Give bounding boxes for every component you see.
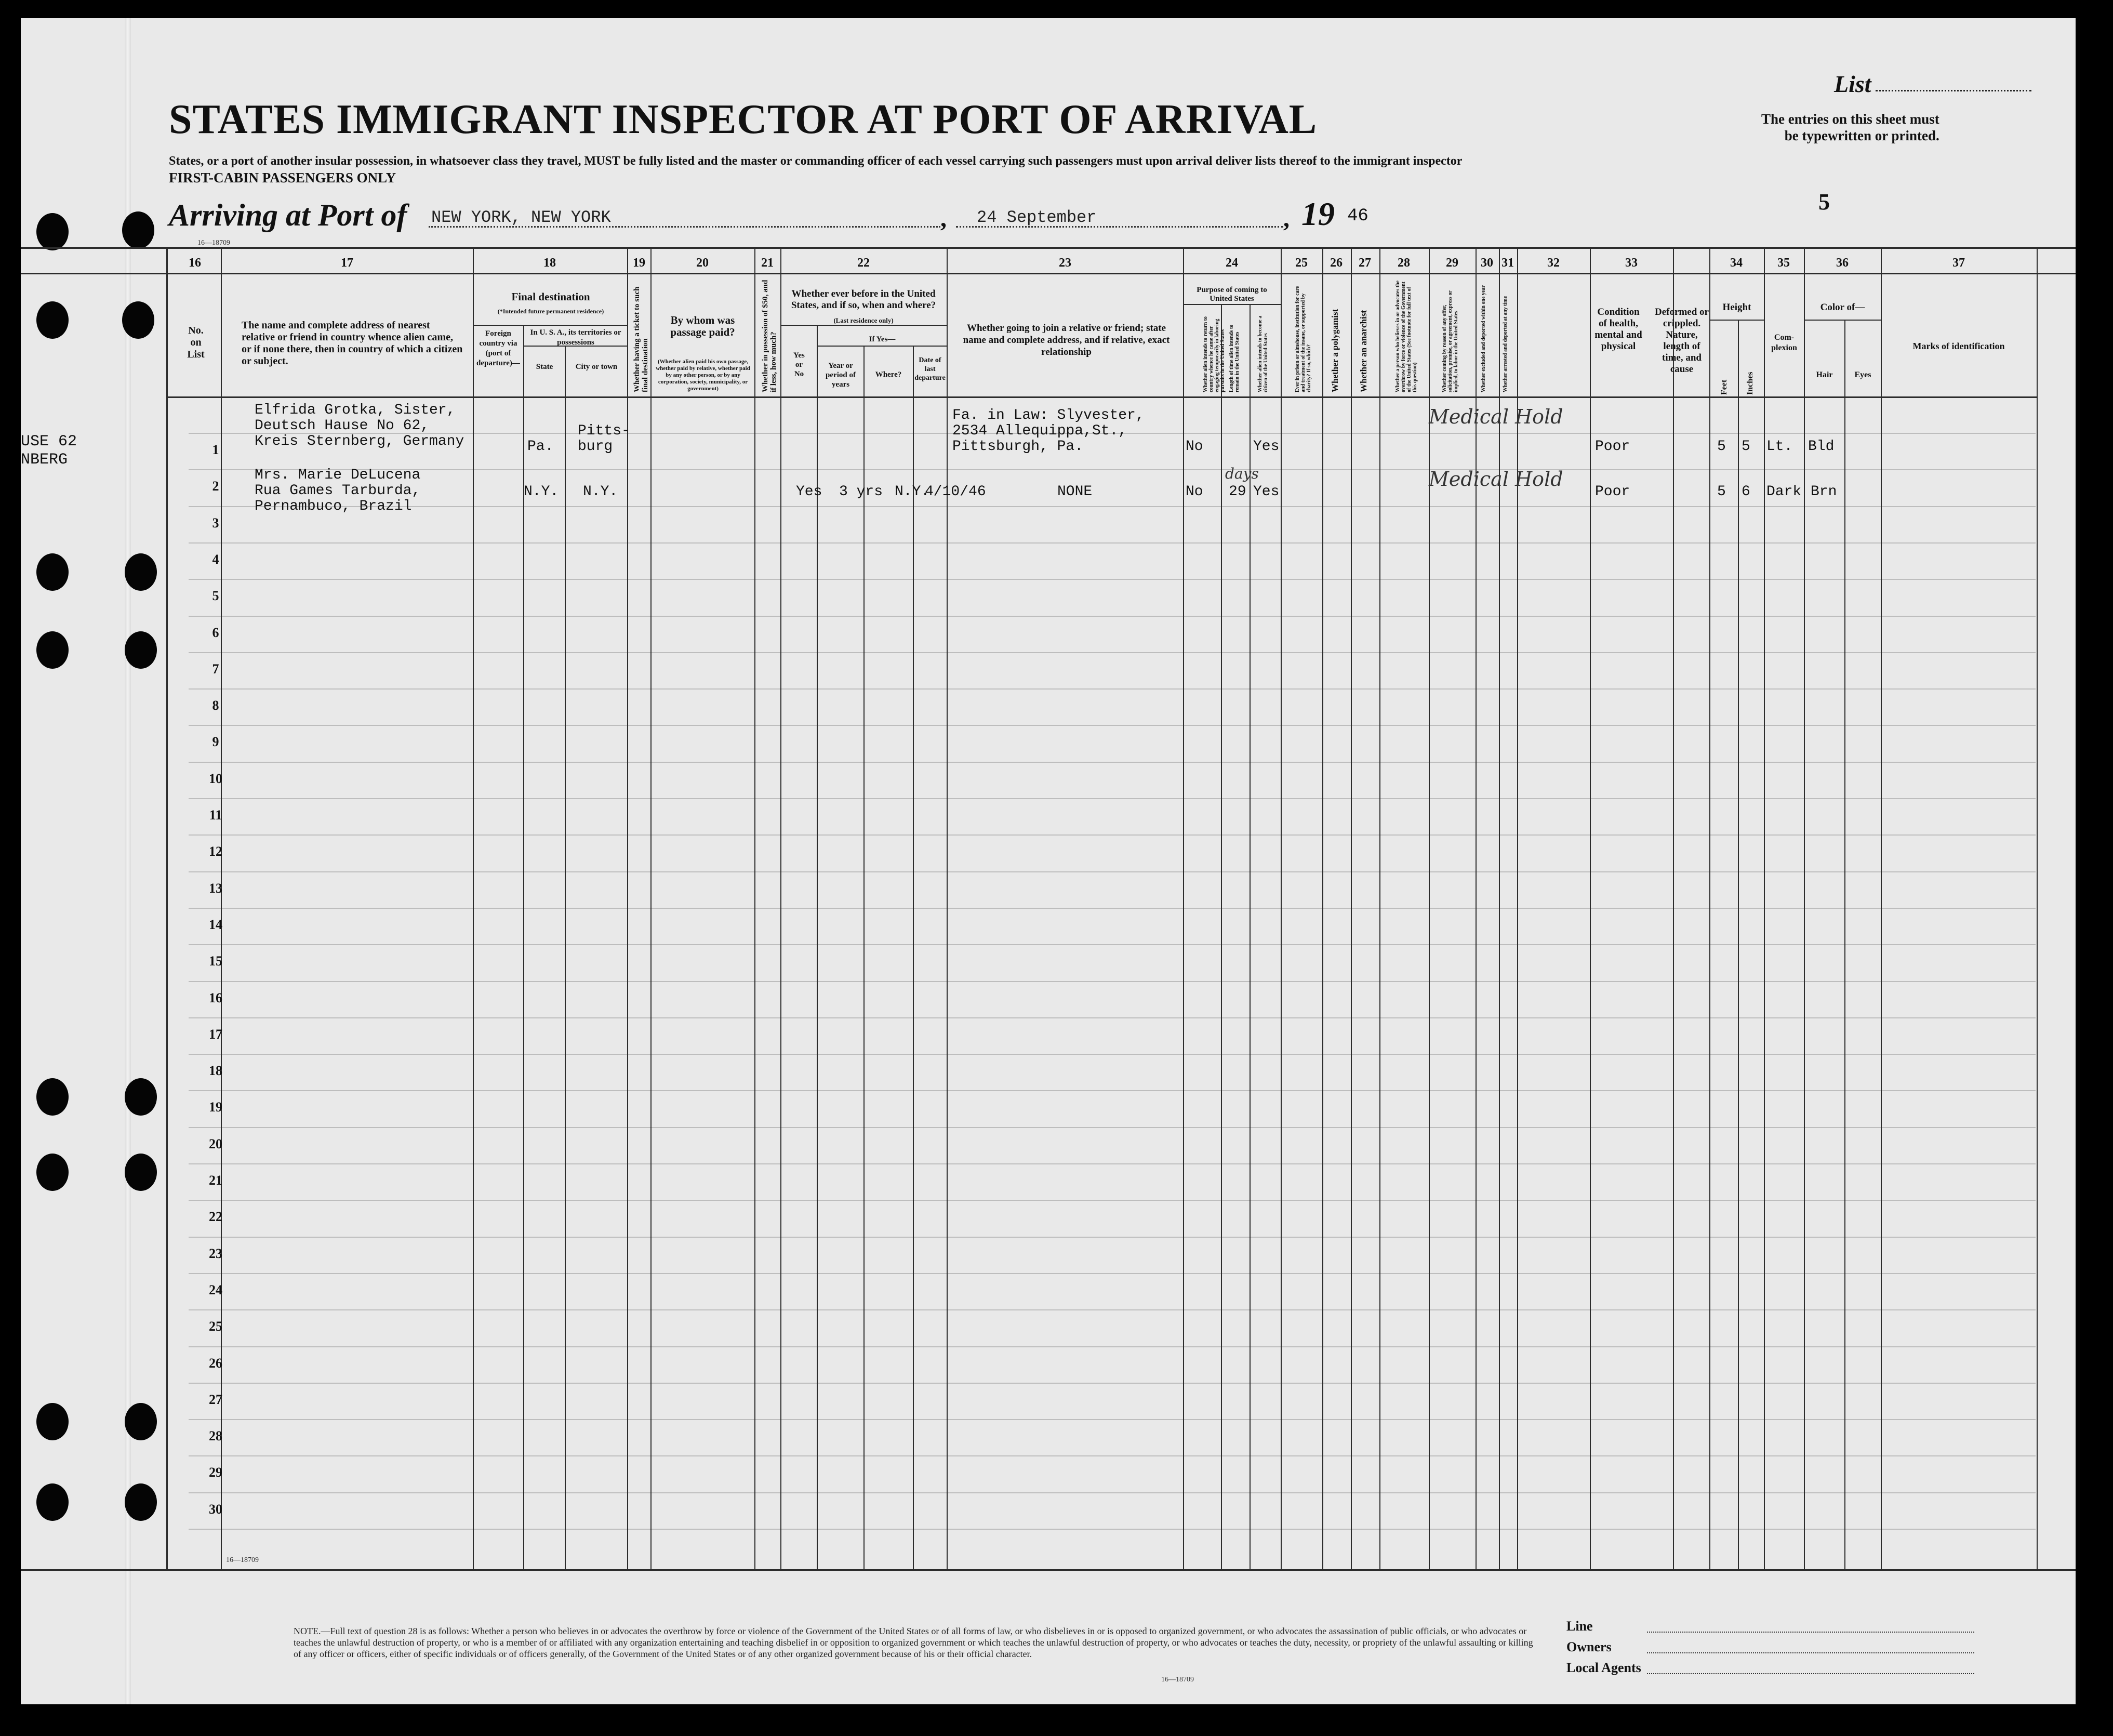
manifest-sheet: STATES IMMIGRANT INSPECTOR AT PORT OF ARRIVAL States, or a port of another insular possession, in whatsoever class they travel, MUST be fully listed and the master or commanding officer of each vessel carrying such passengers must upon arrival deliver lists thereof to the immigrant inspector FIRST-CABIN PASSENGERS ONLY List The entries on this sheet must be typewritten or printed. Arriving at Port of NEW YORK, NEW YORK , 24 September , 19 46 5 16—18709 USE 62 NBERG 16 17 18 19 20 21 22 23 24 25 26 27 28 29 30 31 32 33 34 35 36 37 No. on List The name and complete address of nearest relative or friend in country whence alien came, or if none there, then in country of which a citizen or subject. Final destination (*Intended future permanent residence) Foreign country via (port of departure)— In U. S. A., its territories or possessions State City or town Whether having a ticket to such final destination By whom was passage paid? (Whether alien paid his own passage, whether paid by relative, whether paid by any other person, or by any corporation, society, municipality, or government) Whether in possession of $50, and if less, how much? Whether ever before in the United States, and if so, when and where? (Last residence only) If Yes— Yes or No Year or period of years Where? Date of last departure Whether going to join a relative or friend; state name and complete address, and if relative, exact relationship Purpose of coming to United States Whether alien intends to return to country whence he came after engaging temporarily in laboring pursuits in the United States Length of time alien intends to remain in the United States Whether alien intends to become a citizen of the United States Ever in prison or almshouse, institution for care and treatment of the insane, or supported by charity? If so, which? Whether a polygamist Whether an anarchist Whether a person who believes in or advocates the overthrow by force or violence of the Government of the United States (See footnote for full text of this question) Whether coming by reason of any offer, solicitation, promise, or agreement, express or implied, to labor in the United States Whether excluded and deported within one year Whether arrested and deported at any time Condition of health, mental and physical Deformed or crippled. Nature, length of time, and cause Height Feet Inches Com- plexion Color of— Hair Eyes Marks of identification 1 2 3 4 5 6 7 8 9 10 11 12 13 14 15 16 17 18 19 20 21 22 23 24 25 26 27 28 29 30 Elfrida Grotka, Sister, Deutsch Hause No 62, Kreis Sternberg, Germany Pa. Pitts- burg Fa. in Law: Slyvester, 2534 Allequippa,St., Pittsburgh, Pa. No Yes Medical Hold Poor 5 5 Lt. Bld Mrs. Marie DeLucena Rua Games Tarburda, Pernambuco, Brazil N.Y. N.Y. Yes 3 yrs N.Y. 4/10/46 NONE No days 29 Yes Medical Hold Poor 5 6 Dark Brn 16—18709 NOTE.—Full text of question 28 is as follows: Whether a person who believes in or advocates the overthrow by force or violence of the Government of the United States or of all forms of law, or who disbelieves in or is opposed to organized government, or who advocates the assassination of public officials, or who advocates or teaches the unlawful destruction of property, or who is a member of or affiliated with any organization entertaining and teaching disbelief in or opposition to organized government or which teaches the unlawful destruction of property, or who advocates or teaches the duty, necessity, or propriety of the unlawful assaulting or killing of any officer or officers, either of specific individuals or of officers generally, of the Government of the United States or of any other organized government because of his or their official character. 16—18709 Line Owners Local Agents: [21, 18, 2076, 1704]
column-divider: [2037, 247, 2038, 1571]
row2-purpose-citizen: Yes: [1253, 484, 1280, 500]
column-divider: [1250, 304, 1251, 1571]
line-label: Line: [1566, 1619, 1593, 1634]
local-agents-label: Local Agents: [1566, 1660, 1641, 1675]
row-rule: [189, 1237, 2036, 1238]
column-divider: [817, 325, 818, 1571]
row2-feet: 5: [1717, 484, 1726, 500]
column-divider: [166, 247, 168, 1571]
header-nearest-relative: The name and complete address of nearest relative or friend in country whence alien came, or if none there, then in country of which a citizen or subject.: [242, 320, 463, 367]
row2-state: N.Y.: [524, 484, 559, 500]
row2-hair: Brn: [1811, 484, 1837, 500]
subheader-rule: [1183, 304, 1281, 305]
row2-where: N.Y.: [895, 484, 930, 500]
header-possession: Whether in possession of $50, and if less, how much?: [761, 280, 778, 392]
column-number: 23: [1059, 256, 1071, 270]
row-number: 19: [209, 1099, 222, 1115]
row-number: 10: [209, 771, 222, 786]
punch-hole: [36, 1078, 69, 1116]
row1-complexion: Lt.: [1766, 439, 1793, 455]
row-rule: [189, 1455, 2036, 1456]
row-rule: [189, 981, 2036, 982]
row-rule: [189, 542, 2036, 544]
punch-hole: [122, 211, 154, 249]
column-number: 31: [1501, 256, 1514, 270]
row1-joining: Fa. in Law: Slyvester, 2534 Allequippa,St., Pittsburgh, Pa.: [952, 407, 1145, 455]
row2-health: Poor: [1595, 484, 1630, 500]
row-rule: [189, 834, 2036, 836]
row1-feet: 5: [1717, 439, 1726, 455]
row2-purpose-length: 29: [1229, 484, 1246, 500]
row-number: 15: [209, 953, 222, 969]
form-number-bottom: 16—18709: [226, 1556, 259, 1564]
column-divider: [1221, 304, 1222, 1571]
column-divider: [1281, 247, 1282, 1571]
column-number-rule: [21, 273, 2076, 274]
row-rule: [189, 944, 2036, 945]
header-eyes: Eyes: [1854, 370, 1871, 379]
punch-hole: [36, 301, 69, 339]
column-divider: [913, 346, 914, 1571]
port-underline: [429, 226, 940, 228]
row-number: 6: [212, 625, 219, 640]
column-divider: [1499, 247, 1500, 1571]
margin-fragment: USE 62: [21, 433, 77, 450]
column-number: 20: [696, 256, 709, 270]
column-divider: [523, 325, 524, 1571]
header-joining: Whether going to join a relative or friend; state name and complete address, and if relative, exact relationship: [963, 323, 1170, 357]
column-number: 28: [1398, 256, 1410, 270]
row-rule: [189, 1054, 2036, 1055]
arrival-date: 24 September: [977, 208, 1097, 227]
row-number: 14: [209, 917, 222, 932]
row-rule: [189, 1529, 2036, 1530]
column-divider: [650, 247, 652, 1571]
header-height: Height: [1722, 302, 1751, 313]
header-complexion: Com- plexion: [1771, 333, 1797, 352]
header-question-30: Whether excluded and deported within one year: [1481, 285, 1486, 392]
row2-complexion: Dark: [1766, 484, 1802, 500]
typewritten-instruction: The entries on this sheet must be typewritten or printed.: [1761, 111, 1939, 143]
header-by-whom-note: (Whether alien paid his own passage, whether paid by relative, whether paid by any other person, or by any corporation, society, municipality, or government): [656, 359, 750, 392]
row-number: 27: [209, 1392, 222, 1407]
row-number: 22: [209, 1209, 222, 1224]
header-date-departure: Date of last departure: [914, 356, 946, 382]
row-rule: [189, 1346, 2036, 1347]
column-number: 19: [633, 256, 645, 270]
row-rule: [189, 579, 2036, 580]
column-divider: [947, 247, 948, 1571]
row-rule: [189, 616, 2036, 617]
column-number: 17: [341, 256, 353, 270]
row-rule: [189, 1309, 2036, 1310]
row1-hair: Bld: [1808, 439, 1835, 455]
row-number: 9: [212, 734, 219, 749]
row-number: 25: [209, 1319, 222, 1334]
row-number: 26: [209, 1356, 222, 1371]
list-number-line: [1876, 90, 2031, 91]
column-divider: [1764, 247, 1765, 1571]
subheader-rule: [473, 325, 627, 326]
row1-state: Pa.: [527, 439, 554, 455]
row1-relative: Elfrida Grotka, Sister, Deutsch Hause No 62, Kreis Sternberg, Germany: [255, 402, 464, 449]
column-divider: [1476, 247, 1477, 1571]
column-number: 37: [1952, 256, 1965, 270]
punch-hole: [125, 1078, 157, 1116]
row-number: 1: [212, 442, 219, 457]
row-number: 28: [209, 1428, 222, 1443]
header-subline: States, or a port of another insular possession, in whatsoever class they travel, MUST be fully listed and the master or commanding officer of each vessel carrying such passengers must upon arrival deliver lists thereof to the immigrant inspector: [169, 154, 1463, 168]
header-final-destination-note: (*Intended future permanent residence): [497, 308, 604, 315]
column-number: 24: [1226, 256, 1238, 270]
row-rule: [189, 1200, 2036, 1201]
column-number: 34: [1730, 256, 1743, 270]
row2-city: N.Y.: [583, 484, 618, 500]
header-where: Where?: [875, 370, 902, 379]
column-number: 26: [1330, 256, 1343, 270]
header-marks: Marks of identification: [1912, 341, 2005, 351]
column-divider: [473, 247, 474, 1571]
header-question-28: Whether a person who believes in or advocates the overthrow by force or violence of the Government of the United States (See footnote for full text of this question): [1395, 280, 1418, 392]
form-number-top: 16—18709: [197, 239, 230, 247]
punch-hole: [125, 1154, 157, 1191]
column-divider: [780, 247, 781, 1571]
header-question-29: Whether coming by reason of any offer, solicitation, promise, or agreement, express or implied, to labor in the United States: [1442, 290, 1459, 392]
punch-hole: [125, 553, 157, 591]
row-rule: [189, 652, 2036, 653]
page-title: STATES IMMIGRANT INSPECTOR AT PORT OF ARRIVAL: [169, 97, 1318, 142]
row-number: 30: [209, 1502, 222, 1517]
header-no-on-list: No. on List: [187, 325, 205, 360]
column-divider: [1804, 247, 1805, 1571]
row-number: 23: [209, 1246, 222, 1261]
row1-health: Poor: [1595, 439, 1630, 455]
header-city: City or town: [575, 363, 618, 371]
owners-field: [1647, 1652, 1974, 1653]
row-rule: [189, 469, 2036, 470]
column-number: 25: [1295, 256, 1308, 270]
owners-label: Owners: [1566, 1639, 1612, 1654]
row-number: 7: [212, 661, 219, 677]
row2-relative: Mrs. Marie DeLucena Rua Games Tarburda, Pernambuco, Brazil: [255, 467, 421, 514]
question-28-footnote: NOTE.—Full text of question 28 is as follows: Whether a person who believes in or advocates the overthrow by force or violence of the Government of the United States or of all forms of law, or who disbelieves in or is opposed to organized government, or who advocates the assassination of public officials, or who advocates or teaches the unlawful destruction of property, or who is a member of or affiliated with any organization entertaining and teaching disbelief in or opposition to organized government or which teaches the unlawful destruction of property, or who advocates or teaches the duty, necessity, or propriety of the unlawful assaulting or killing of any officer or officers, either of specific individuals or of officers generally, of the Government of the United States or of any other organized government because of his or their official character.: [294, 1626, 1533, 1659]
row2-date-departure: 4/10/46: [925, 484, 986, 500]
row-rule: [189, 688, 2036, 690]
header-purpose-citizen: Whether alien intends to become a citizen of the United States: [1257, 315, 1269, 392]
column-number: 27: [1359, 256, 1371, 270]
header-yes-no: Yes or No: [793, 351, 805, 378]
punch-hole: [36, 1403, 69, 1440]
row-number: 20: [209, 1136, 222, 1151]
table-top-rule: [21, 247, 2076, 249]
row-number: 4: [212, 552, 219, 567]
row-number: 12: [209, 844, 222, 859]
header-if-yes: If Yes—: [869, 335, 896, 343]
header-ticket: Whether having a ticket to such final destination: [633, 286, 649, 392]
punch-hole: [36, 631, 69, 669]
column-divider: [565, 346, 566, 1571]
header-final-destination: Final destination: [511, 290, 590, 303]
column-number: 16: [189, 256, 201, 270]
list-label: List: [1834, 71, 1871, 97]
header-purpose-return: Whether alien intends to return to country whence he came after engaging temporarily in laboring pursuits in the United States: [1203, 316, 1226, 392]
punch-hole: [125, 631, 157, 669]
page-number: 5: [1818, 189, 1830, 215]
column-divider: [1429, 247, 1430, 1571]
arriving-label: Arriving at Port of: [169, 198, 407, 232]
date-underline: [956, 226, 1283, 228]
row-number: 21: [209, 1173, 222, 1188]
column-divider: [863, 346, 865, 1571]
row-rule: [189, 1273, 2036, 1274]
form-number-footer: 16—18709: [1161, 1676, 1194, 1684]
row-rule: [189, 1419, 2036, 1420]
row1-handwritten-note: Medical Hold: [1429, 405, 1563, 428]
row-number: 2: [212, 479, 219, 494]
header-ever-before: Whether ever before in the United States, and if so, when and where?: [791, 288, 936, 311]
row-rule: [189, 1163, 2036, 1164]
column-divider: [1881, 247, 1882, 1571]
punch-hole: [36, 1483, 69, 1521]
header-anarchist: Whether an anarchist: [1359, 310, 1368, 392]
row1-inches: 5: [1742, 439, 1750, 455]
row-rule: [189, 506, 2036, 507]
line-field: [1647, 1632, 1974, 1633]
row-number: 29: [209, 1465, 222, 1480]
column-number: 30: [1481, 256, 1493, 270]
column-divider: [1590, 247, 1591, 1571]
row-number: 17: [209, 1027, 222, 1042]
row1-city: Pitts- burg: [578, 423, 630, 455]
column-number: 22: [857, 256, 870, 270]
row-number: 18: [209, 1063, 222, 1078]
row-rule: [189, 1127, 2036, 1128]
punch-hole: [36, 213, 69, 250]
row-rule: [189, 871, 2036, 872]
column-divider: [1517, 247, 1518, 1571]
row-rule: [189, 1383, 2036, 1384]
table-bottom-rule: [21, 1569, 2076, 1571]
row2-inches: 6: [1742, 484, 1750, 500]
row1-purpose-return: No: [1186, 439, 1203, 455]
row-rule: [189, 762, 2036, 763]
row-number: 8: [212, 698, 219, 713]
header-deformed: Deformed or crippled. Nature, length of time, and cause: [1655, 307, 1709, 375]
page-fold: [125, 18, 131, 1704]
port-of-arrival: NEW YORK, NEW YORK: [431, 208, 611, 227]
column-number: 35: [1777, 256, 1790, 270]
row-rule: [189, 798, 2036, 799]
column-divider: [1709, 247, 1710, 1571]
header-cabin-class: FIRST-CABIN PASSENGERS ONLY: [169, 170, 396, 185]
header-feet: Feet: [1720, 379, 1729, 395]
punch-hole: [36, 553, 69, 591]
header-state: State: [536, 363, 553, 371]
header-years: Year or period of years: [826, 362, 856, 389]
header-bottom-rule: [166, 396, 2037, 398]
local-agents-field: [1647, 1673, 1974, 1674]
column-number: 21: [761, 256, 774, 270]
subheader-rule: [817, 346, 947, 347]
column-number: 33: [1625, 256, 1638, 270]
header-ever-before-note: (Last residence only): [833, 316, 894, 324]
header-foreign-country: Foreign country via (port of departure)—: [476, 329, 520, 367]
row2-joining: NONE: [1057, 484, 1093, 500]
column-divider: [1844, 320, 1845, 1571]
header-color-of: Color of—: [1820, 302, 1865, 313]
subheader-rule: [1709, 320, 1764, 321]
row2-purpose-return: No: [1186, 484, 1203, 500]
year-suffix: 46: [1347, 206, 1368, 226]
row-number: 13: [209, 881, 222, 896]
column-divider: [1351, 247, 1352, 1571]
row-rule: [189, 1017, 2036, 1018]
row-number: 5: [212, 588, 219, 603]
row1-purpose-citizen: Yes: [1253, 439, 1280, 455]
year-prefix: 19: [1301, 195, 1335, 232]
header-health: Condition of health, mental and physical: [1594, 307, 1642, 352]
row-rule: [189, 908, 2036, 909]
row2-ever-before: Yes: [796, 484, 822, 500]
punch-hole: [125, 1483, 157, 1521]
column-number: 29: [1446, 256, 1458, 270]
column-divider: [1322, 247, 1323, 1571]
row2-years: 3 yrs: [839, 484, 883, 500]
column-divider: [1379, 247, 1380, 1571]
row-rule: [189, 1492, 2036, 1493]
column-divider: [1183, 247, 1184, 1571]
subheader-rule: [1804, 320, 1881, 321]
header-question-31: Whether arrested and deported at any time: [1503, 296, 1508, 392]
header-purpose-length: Length of time alien intends to remain in the United States: [1229, 324, 1240, 392]
column-number: 36: [1836, 256, 1849, 270]
margin-fragment: NBERG: [21, 451, 68, 469]
header-by-whom: By whom was passage paid?: [670, 314, 735, 338]
column-number: 18: [543, 256, 556, 270]
header-prison: Ever in prison or almshouse, institution for care and treatment of the insane, or supported by charity? If so, which?: [1295, 286, 1312, 392]
row-rule: [189, 1090, 2036, 1091]
punch-hole: [36, 1154, 69, 1191]
header-hair: Hair: [1816, 370, 1833, 379]
header-purpose: Purpose of coming to United States: [1197, 286, 1267, 303]
row-number: 11: [209, 807, 222, 823]
column-divider: [1673, 247, 1674, 1571]
row-number: 3: [212, 515, 219, 531]
row-number: 24: [209, 1282, 222, 1297]
column-number: 32: [1547, 256, 1560, 270]
header-inches: Inches: [1746, 372, 1755, 395]
header-polygamist: Whether a polygamist: [1330, 309, 1340, 392]
row-number: 16: [209, 990, 222, 1005]
punch-hole: [122, 301, 154, 339]
punch-hole: [125, 1403, 157, 1440]
row2-handwritten-note: Medical Hold: [1429, 468, 1563, 491]
column-divider: [1738, 320, 1739, 1571]
header-in-usa: In U. S. A., its territories or possessions: [530, 328, 621, 347]
column-divider: [754, 247, 755, 1571]
row2-length-unit: days: [1225, 465, 1259, 482]
row-rule: [189, 725, 2036, 726]
